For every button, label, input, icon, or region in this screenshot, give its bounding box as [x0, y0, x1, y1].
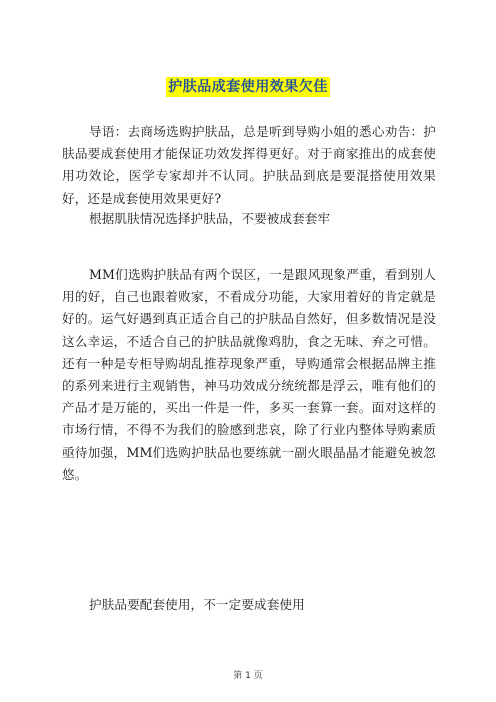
section-heading-1-block [62, 208, 436, 230]
page-footer [0, 668, 496, 681]
title-container [0, 76, 496, 97]
page-number: 第 1 页 [233, 671, 263, 681]
document-title: 护肤品成套使用效果欠佳 [168, 79, 328, 95]
section-heading-1: 根据肌肤情况选择护肤品，不要被成套套牢 [89, 211, 331, 226]
section-heading-2: 护肤品要配套使用，不一定要成套使用 [89, 597, 305, 612]
intro-block [62, 121, 436, 210]
body-paragraph-block [62, 264, 436, 486]
intro-paragraph: 导语：去商场选购护肤品，总是听到导购小姐的悉心劝告：护肤品要成套使用才能保证功效发挥得更好。对于商家推出的成套使用功效论，医学专家却并不认同。护肤品到底是要混搭使用效果好，还是成套使用效果更好? [62, 124, 436, 206]
body-paragraph: MM们选购护肤品有两个误区，一是跟风现象严重，看到别人用的好，自己也跟着败家，不看成分功能，大家用着好的肯定就是好的。运气好遇到真正适合自己的护肤品自然好，但多数情况是没这么幸运，不适合自己的护肤品就像鸡肋，食之无味、弃之可惜。还有一种是专柜导购胡乱推荐现象严重，导购通常会根据品牌主推的系列来进行主观销售，神马功效成分统统都是浮云，唯有他们的产品才是万能的，买出一件是一件，多买一套算一套。面对这样的市场行情，不得不为我们的脸感到悲哀，除了行业内整体导购素质亟待加强，MM们选购护肤品也要练就一副火眼晶晶才能避免被忽悠。 [62, 267, 436, 482]
section-heading-2-block [62, 594, 436, 616]
